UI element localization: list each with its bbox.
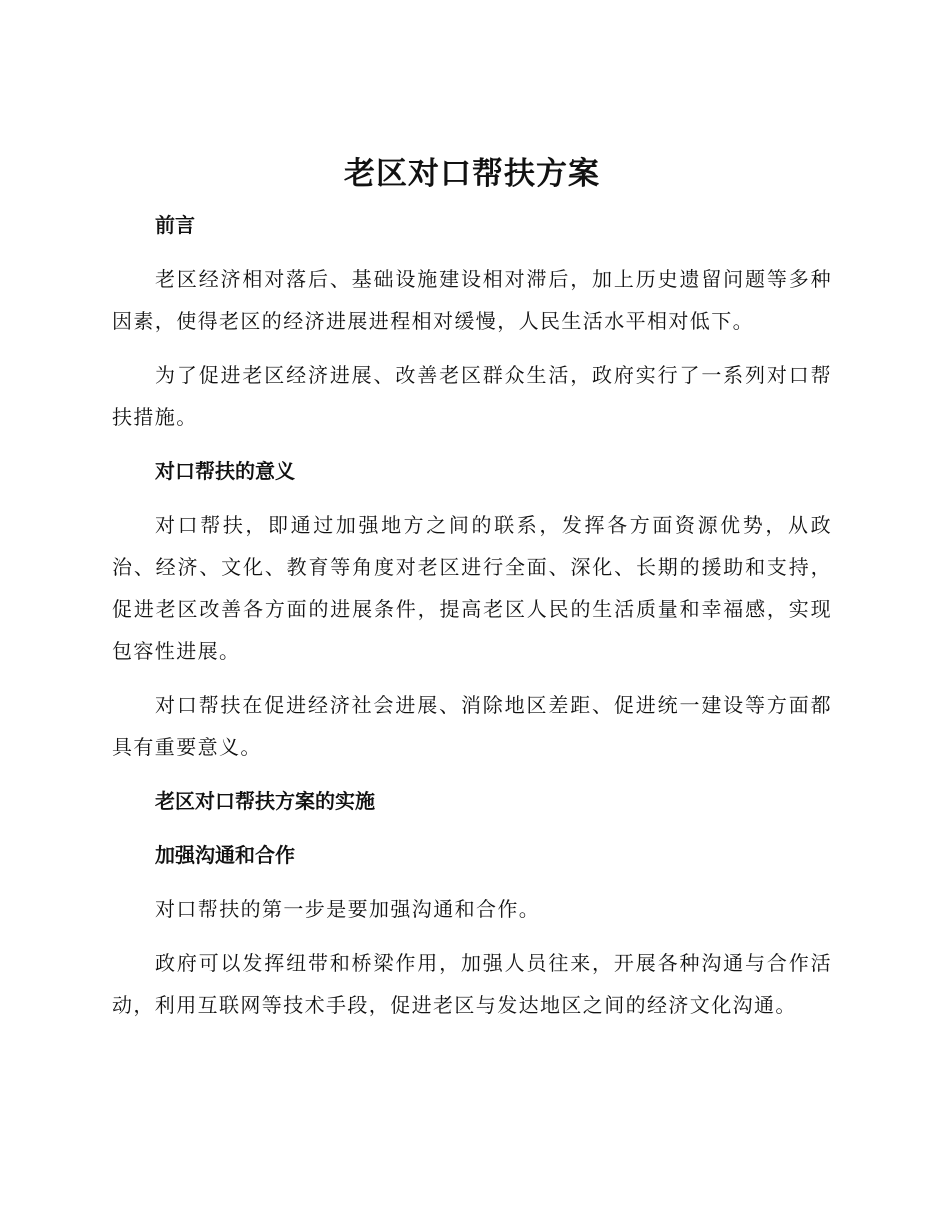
paragraph: 对口帮扶的第一步是要加强沟通和合作。: [155, 897, 541, 921]
document-page: [112, 148, 832, 1038]
section-heading-preface: 前言: [155, 213, 195, 237]
paragraph: 对口帮扶在促进经济社会进展、消除地区差距、促进统一建设等方面都具有重要意义。: [112, 693, 832, 759]
section-heading-implementation: 老区对口帮扶方案的实施: [155, 789, 375, 813]
paragraph: 老区经济相对落后、基础设施建设相对滞后，加上历史遗留问题等多种因素，使得老区的经济进展进程相对缓慢，人民生活水平相对低下。: [112, 267, 832, 333]
section-heading-significance: 对口帮扶的意义: [155, 459, 295, 483]
paragraph: 政府可以发挥纽带和桥梁作用，加强人员往来，开展各种沟通与合作活动，利用互联网等技术手段，促进老区与发达地区之间的经济文化沟通。: [112, 951, 832, 1017]
document-title: 老区对口帮扶方案: [344, 156, 600, 192]
paragraph: 对口帮扶，即通过加强地方之间的联系，发挥各方面资源优势，从政治、经济、文化、教育等角度对老区进行全面、深化、长期的援助和支持，促进老区改善各方面的进展条件，提高老区人民的生活质量和幸福感，实现包容性进展。: [112, 513, 832, 663]
paragraph: 为了促进老区经济进展、改善老区群众生活，政府实行了一系列对口帮扶措施。: [112, 363, 832, 429]
subsection-heading-communication: 加强沟通和合作: [155, 843, 295, 867]
